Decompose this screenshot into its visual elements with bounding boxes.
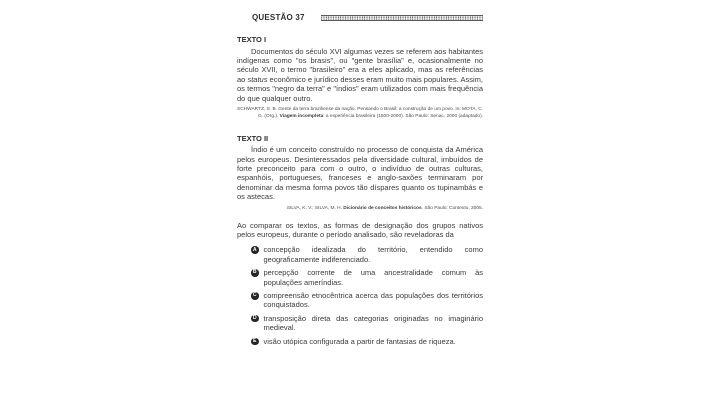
- option-c-letter-badge: C: [252, 292, 257, 299]
- option-b: [251, 268, 483, 287]
- option-c: [251, 291, 483, 310]
- header-divider-bar: [321, 15, 483, 21]
- option-a-letter-badge: A: [252, 246, 257, 253]
- texto2-citation: [237, 206, 483, 213]
- option-e: [251, 337, 483, 346]
- texto1-citation: [237, 107, 483, 121]
- texto1-part2: econômico e jurídico desses eram muito mais populares. Assim, os termos "negro da terra" e "índios" eram utilizados com mais frequência do que qualquer outro.: [237, 74, 483, 103]
- option-a: [251, 245, 483, 264]
- option-d: [251, 314, 483, 333]
- texto2-paragraph: Índio é um conceito construído no processo de conquista da América pelos europeus. Desinteressados pela diversidade cultural, imbuídos de forte preconceito para com o outro, o indivíduo de outras culturas, espanhóis, portugueses, franceses e anglo-saxões terminaram por denominar da mesma forma povos tão díspares quanto os tupinambás e os astecas.: [237, 145, 483, 202]
- texto1-italic-word: status: [247, 74, 268, 84]
- texto1-citation-title: Viagem incompleta: [279, 113, 324, 119]
- texto1-paragraph: [237, 47, 483, 103]
- texto2-citation-part2: . São Paulo: Contexto, 2005.: [421, 205, 483, 211]
- options-list: [237, 245, 483, 346]
- option-c-text: compreensão etnocêntrica acerca das populações dos territórios conquistados.: [263, 291, 483, 310]
- question-number: QUESTÃO 37: [252, 13, 305, 22]
- texto2-citation-part1: SILVA, K. V.; SILVA, M. H.: [286, 205, 344, 211]
- texto1-label: TEXTO I: [237, 35, 267, 44]
- option-b-text: percepção corrente de uma ancestralidade comum às populações ameríndias.: [263, 268, 483, 287]
- option-e-text: visão utópica configurada a partir de fantasias de riqueza.: [263, 336, 456, 346]
- texto1-part1: Documentos do século XVI algumas vezes se referem aos habitantes indígenas como "os brasis", ou "gente brasília" e, ocasionalmente no século XVII, o termo "brasileiro" era a eles aplicado, mas as referências ao: [237, 46, 483, 84]
- texto2-citation-title: Dicionário de conceitos históricos: [343, 205, 422, 211]
- texto1-citation-part2: : a experiência brasileira (1500-2000). São Paulo: Senac, 2000 (adaptado).: [323, 113, 483, 119]
- option-d-letter-badge: D: [252, 314, 257, 321]
- option-d-text: transposição direta das categorias originadas no imaginário medieval.: [263, 313, 483, 333]
- texto2-label: TEXTO II: [237, 133, 269, 143]
- option-e-letter-badge: E: [251, 338, 259, 346]
- texto1-citation-part1: SCHWARTZ, S. B. Gente da terra braziliense da nação. Pensando o Brasil: a construção de um povo. In: MOTA, C. G. (Org.).: [237, 106, 483, 119]
- option-a-text: concepção idealizada do território, entendido como geograficamente indiferenciado.: [263, 245, 483, 264]
- question-command: Ao comparar os textos, as formas de designação dos grupos nativos pelos europeus, durante o período analisado, são reveladoras da: [237, 220, 483, 239]
- question-header: [237, 13, 483, 22]
- option-b-letter-badge: B: [252, 269, 257, 276]
- question-column: [237, 13, 483, 346]
